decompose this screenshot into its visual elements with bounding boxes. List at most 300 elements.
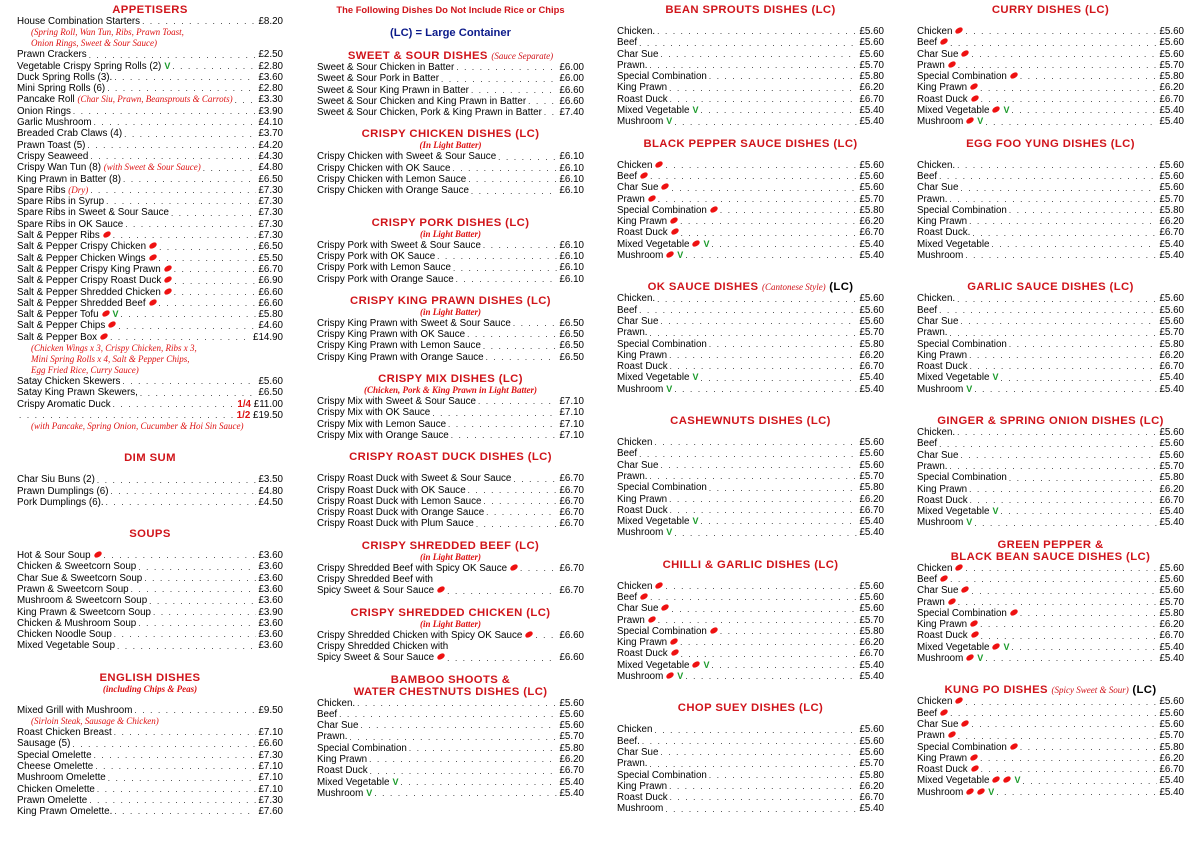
item-name <box>917 585 969 596</box>
item-price: £6.70 <box>859 792 884 804</box>
item-price: £5.40 <box>859 527 884 539</box>
chilli-icon <box>639 171 648 179</box>
item-name-text: Special Combination <box>917 338 1007 350</box>
spacer <box>17 442 283 452</box>
item-name <box>17 230 111 241</box>
menu-item <box>917 239 1184 250</box>
menu-item <box>917 450 1184 461</box>
item-price: £5.70 <box>1159 596 1184 608</box>
leader-dots <box>671 184 857 194</box>
menu-item <box>617 592 884 603</box>
item-name-text: Mixed Vegetable <box>317 776 390 788</box>
item-name-text: Char Sue & Sweetcorn Soup <box>17 572 143 584</box>
item-price: £5.80 <box>859 625 884 637</box>
leader-dots <box>670 362 858 372</box>
item-name-text: King Prawn <box>617 216 668 228</box>
chilli-icon <box>1009 72 1018 80</box>
menu-item <box>317 496 584 507</box>
spacer <box>917 271 1184 281</box>
menu-item <box>617 792 884 803</box>
item-price: £6.60 <box>559 95 584 107</box>
item-name <box>17 399 111 410</box>
item-price: £5.60 <box>859 182 884 194</box>
item-name <box>317 507 484 518</box>
item-name <box>617 182 669 193</box>
leader-dots <box>110 487 256 497</box>
leader-dots <box>996 788 1157 798</box>
item-price: £6.60 <box>559 629 584 641</box>
vegetarian-icon: V <box>692 105 699 116</box>
leader-dots <box>960 451 1157 461</box>
leader-dots <box>650 593 857 603</box>
leader-dots <box>113 400 236 410</box>
item-name <box>917 574 948 585</box>
item-name-text: Mixed Vegetable <box>917 238 990 250</box>
leader-dots <box>400 778 557 788</box>
leader-dots <box>960 317 1157 327</box>
leader-dots <box>106 498 257 508</box>
item-name-text: Chicken Omelette <box>17 783 95 795</box>
item-name-text: Spicy Sweet & Sour Sauce <box>317 585 435 597</box>
leader-dots <box>681 229 858 239</box>
item-name <box>617 316 658 327</box>
item-price: £6.20 <box>859 637 884 649</box>
section-subtitle: (in Light Batter) <box>419 306 481 317</box>
item-price: £6.70 <box>559 495 584 507</box>
item-name <box>17 332 108 343</box>
leader-dots <box>114 73 256 83</box>
item-price: £5.40 <box>859 105 884 117</box>
item-name <box>617 637 678 648</box>
menu-item <box>917 585 1184 596</box>
item-name-text: Prawn. <box>617 59 648 71</box>
item-name-text: King Prawn <box>917 216 968 228</box>
section-heading <box>917 4 1184 16</box>
item-name-text: Salt & Pepper Box <box>17 331 98 343</box>
chilli-icon <box>947 731 956 739</box>
leader-dots <box>448 420 557 430</box>
leader-dots <box>957 428 1157 438</box>
item-name-text: King Prawn <box>917 483 968 495</box>
menu-item <box>917 37 1184 48</box>
leader-dots <box>685 251 857 261</box>
item-price: £6.70 <box>859 648 884 660</box>
menu-item <box>17 207 283 218</box>
menu-item <box>617 327 884 338</box>
section-heading <box>317 217 584 229</box>
item-name <box>317 430 449 441</box>
item-name <box>917 327 948 338</box>
chilli-icon <box>961 49 970 57</box>
leader-dots <box>153 608 257 618</box>
leader-dots <box>674 118 857 128</box>
menu-item <box>317 720 584 731</box>
chilli-icon <box>969 753 978 761</box>
item-price: £6.10 <box>559 239 584 251</box>
menu-item <box>617 316 884 327</box>
menu-item <box>617 803 884 814</box>
menu-item <box>617 460 884 471</box>
item-name-text: Special Combination <box>917 472 1007 484</box>
leader-dots <box>650 472 858 482</box>
leader-dots <box>528 97 557 107</box>
item-name-text: Beef <box>917 438 938 450</box>
item-name-text: Mushroom <box>917 383 964 395</box>
item-name <box>917 708 948 719</box>
item-name-text: Special Combination <box>617 338 707 350</box>
leader-dots <box>370 767 558 777</box>
menu-item <box>617 437 884 448</box>
item-price: £6.00 <box>559 73 584 85</box>
item-name <box>917 361 968 372</box>
spacer <box>317 530 584 540</box>
menu-column-3 <box>617 4 884 815</box>
item-price: £6.70 <box>1159 494 1184 506</box>
item-price: £6.20 <box>1159 349 1184 361</box>
leader-dots <box>174 265 257 275</box>
item-name <box>917 239 989 250</box>
item-name <box>17 196 104 207</box>
item-name <box>317 754 367 765</box>
spacer <box>617 405 884 415</box>
chilli-icon <box>93 551 102 559</box>
chilli-icon <box>966 787 975 795</box>
item-name <box>317 151 496 162</box>
leader-dots <box>149 597 256 607</box>
leader-dots <box>709 340 858 350</box>
item-name <box>17 309 119 320</box>
menu-item <box>17 61 283 72</box>
leader-dots <box>131 585 257 595</box>
leader-dots <box>369 755 557 765</box>
chilli-icon <box>164 276 173 284</box>
item-name <box>17 72 112 83</box>
item-price: £5.40 <box>859 116 884 128</box>
chilli-icon <box>961 719 970 727</box>
chilli-icon <box>647 615 656 623</box>
leader-dots <box>104 551 257 561</box>
item-name-text: Mixed Vegetable <box>917 641 990 653</box>
item-name <box>917 608 1018 619</box>
leader-dots <box>709 771 858 781</box>
menu-item <box>617 660 884 671</box>
leader-dots <box>681 650 858 660</box>
item-name <box>17 320 116 331</box>
menu-item <box>317 352 584 363</box>
item-name <box>317 652 445 663</box>
item-name-text: Mixed Vegetable <box>917 775 990 787</box>
item-name <box>917 227 970 238</box>
menu-item <box>317 318 584 329</box>
item-name <box>617 194 656 205</box>
item-name <box>317 777 398 788</box>
chilli-icon <box>647 194 656 202</box>
item-name <box>17 561 136 572</box>
chilli-icon <box>970 765 979 773</box>
menu-item <box>317 396 584 407</box>
spacer <box>617 427 884 437</box>
item-name-text: Chicken <box>917 26 953 37</box>
item-price: £5.40 <box>1159 238 1184 250</box>
leader-dots <box>203 164 257 174</box>
menu-item <box>17 750 283 761</box>
item-name <box>17 275 172 286</box>
item-name-text: Special Combination <box>617 204 707 216</box>
menu-item <box>17 584 283 595</box>
item-name <box>617 671 683 682</box>
item-name <box>617 494 667 505</box>
leader-dots <box>650 172 857 182</box>
item-name <box>17 61 170 72</box>
section-title: CURRY DISHES (LC) <box>991 4 1110 16</box>
item-name-text: King Prawn <box>917 752 968 764</box>
item-price: £5.60 <box>859 603 884 615</box>
section-heading <box>317 540 584 552</box>
leader-dots <box>456 63 557 73</box>
item-name <box>317 62 454 73</box>
leader-dots <box>339 710 557 720</box>
item-price: £5.40 <box>1159 105 1184 117</box>
item-name-text: Prawn Dumplings (6) <box>17 485 109 497</box>
item-price: £6.50 <box>559 340 584 352</box>
item-price: £6.20 <box>859 82 884 94</box>
leader-dots <box>476 520 558 530</box>
leader-dots <box>650 329 858 339</box>
leader-dots <box>1000 507 1157 517</box>
chilli-icon <box>661 183 670 191</box>
item-name <box>917 696 963 707</box>
menu-item <box>17 738 283 749</box>
menu-item <box>317 151 584 162</box>
item-price: £6.20 <box>859 493 884 505</box>
menu-item <box>17 376 283 387</box>
menu-item <box>617 758 884 769</box>
chilli-icon <box>947 597 956 605</box>
item-name <box>917 630 979 641</box>
item-name <box>917 60 956 71</box>
item-name <box>617 384 672 395</box>
section-note: (Cantonese Style) <box>761 282 826 293</box>
item-name <box>17 573 142 584</box>
spacer <box>17 540 283 550</box>
item-note: (Char Siu, Prawn, Beansprouts & Carrots) <box>77 94 233 105</box>
item-name-text: Chicken Noodle Soup <box>17 629 112 641</box>
section-heading <box>317 128 584 140</box>
item-name <box>17 784 95 795</box>
leader-dots <box>950 329 1158 339</box>
menu-item <box>17 117 283 128</box>
item-name <box>917 49 969 60</box>
item-name-text: Crispy Shredded Beef with <box>317 574 433 586</box>
leader-dots <box>950 575 1157 585</box>
item-name <box>617 736 640 747</box>
chilli-icon <box>939 38 948 46</box>
leader-dots <box>700 374 857 384</box>
spacer <box>617 714 884 724</box>
menu-item <box>17 607 283 618</box>
menu-item <box>617 361 884 372</box>
leader-dots <box>478 397 557 407</box>
menu-item <box>317 485 584 496</box>
item-price: £5.80 <box>559 742 584 754</box>
leader-dots <box>374 789 557 799</box>
leader-dots <box>950 39 1157 49</box>
menu-item <box>317 641 584 652</box>
item-price: £4.30 <box>258 150 283 162</box>
leader-dots <box>483 342 558 352</box>
item-price: £5.60 <box>1159 293 1184 305</box>
item-name <box>617 339 707 350</box>
spacer <box>617 128 884 138</box>
item-price: £5.70 <box>559 731 584 743</box>
item-name-text: Chicken & Sweetcorn Soup <box>17 561 137 573</box>
vegetarian-icon: V <box>392 776 399 787</box>
spacer <box>17 662 283 672</box>
section-title: DIM SUM <box>124 452 176 465</box>
item-description: (Spring Roll, Wan Tun, Ribs, Prawn Toast, <box>31 27 184 38</box>
menu-item <box>317 698 584 709</box>
item-name-text: Spicy Sweet & Sour Sauce <box>317 652 435 664</box>
item-name <box>917 438 937 449</box>
item-name-text: Prawn <box>617 614 645 626</box>
item-name-text: Beef <box>917 707 938 719</box>
item-name <box>917 775 1020 786</box>
item-name <box>17 376 120 387</box>
item-name <box>617 505 668 516</box>
item-name-text: Crispy Mix with OK Sauce <box>317 407 431 419</box>
item-price: £7.10 <box>559 396 584 408</box>
item-name-text: Mixed Vegetable <box>917 506 990 518</box>
menu-item <box>617 471 884 482</box>
item-price: £5.60 <box>859 437 884 449</box>
item-name <box>17 162 201 173</box>
leader-dots <box>360 721 557 731</box>
section-heading <box>317 295 584 307</box>
item-name <box>917 730 956 741</box>
item-name-text: Roast Duck. <box>917 227 971 239</box>
leader-dots <box>471 86 558 96</box>
item-name-text: Char Sue <box>617 48 659 60</box>
item-name-text: Salt & Pepper Crispy Chicken <box>17 241 147 253</box>
item-price: £5.60 <box>1159 438 1184 450</box>
leader-dots <box>520 564 557 574</box>
menu-item <box>617 160 884 171</box>
menu-item <box>17 387 283 398</box>
item-name <box>617 327 648 338</box>
item-name-text: Onion Rings <box>17 105 71 117</box>
chilli-icon <box>525 630 534 638</box>
section-subtitle: (Chicken, Pork & King Prawn in Light Batter) <box>363 385 538 396</box>
item-name-text: Prawn. <box>917 460 948 472</box>
item-price: £6.20 <box>559 753 584 765</box>
chilli-icon <box>436 586 445 594</box>
menu-item <box>617 603 884 614</box>
chilli-icon <box>163 287 172 295</box>
item-name <box>917 563 963 574</box>
section-title: CRISPY CHICKEN DISHES (LC) <box>361 128 540 141</box>
item-price: £6.20 <box>1159 483 1184 495</box>
item-name-text: Salt & Pepper Shredded Chicken <box>17 286 161 298</box>
leader-dots <box>138 619 256 629</box>
section-subtitle: (in Light Batter) <box>419 551 481 562</box>
menu-item <box>617 94 884 105</box>
item-name <box>917 597 956 608</box>
item-price: £5.60 <box>859 293 884 305</box>
item-price: £5.60 <box>1159 449 1184 461</box>
chilli-icon <box>108 321 117 329</box>
item-name <box>17 83 105 94</box>
item-price: £6.70 <box>859 504 884 516</box>
item-name <box>317 731 348 742</box>
vegetarian-icon: V <box>966 517 973 528</box>
item-name-text: Beef <box>317 708 338 720</box>
leader-dots <box>660 461 857 471</box>
item-price: £5.40 <box>859 238 884 250</box>
item-name-text: Roast Duck <box>617 361 668 373</box>
leader-dots <box>19 411 235 421</box>
menu-item <box>17 16 283 27</box>
menu-item <box>617 49 884 60</box>
leader-dots <box>87 141 256 151</box>
menu-item <box>917 316 1184 327</box>
section-title: CRISPY MIX DISHES (LC) <box>378 373 523 386</box>
item-name-text: Mini Spring Rolls (6) <box>17 83 106 95</box>
item-name-text: Char Sue <box>617 315 659 327</box>
menu-item <box>617 216 884 227</box>
menu-item <box>917 49 1184 60</box>
section-heading <box>917 539 1184 551</box>
item-name-text: King Prawn <box>917 82 968 94</box>
item-price: £5.40 <box>859 671 884 683</box>
item-name-text: Mushroom <box>617 250 664 262</box>
menu-item <box>617 182 884 193</box>
vegetarian-icon: V <box>703 659 710 670</box>
chilli-icon <box>661 604 670 612</box>
item-price: £14.90 <box>253 331 283 343</box>
item-name-text: Spare Ribs in Syrup <box>17 196 105 208</box>
item-name <box>617 516 698 527</box>
item-name <box>917 116 983 127</box>
chilli-icon <box>969 83 978 91</box>
leader-dots <box>95 762 256 772</box>
item-price: £6.20 <box>1159 216 1184 228</box>
leader-dots <box>468 486 558 496</box>
menu-item <box>317 473 584 484</box>
leader-dots <box>971 587 1157 597</box>
item-price: £5.80 <box>859 71 884 83</box>
leader-dots <box>639 39 857 49</box>
spacer <box>617 395 884 405</box>
chilli-icon <box>655 160 664 168</box>
item-name-text: Beef <box>617 170 638 182</box>
item-name <box>617 460 658 471</box>
item-price: £5.70 <box>859 614 884 626</box>
item-price: £5.70 <box>859 327 884 339</box>
section-title: CASHEWNUTS DISHES (LC) <box>670 415 831 428</box>
section-title: CRISPY ROAST DUCK DISHES (LC) <box>349 451 552 464</box>
item-name-text: Mushroom & Sweetcorn Soup <box>17 595 148 607</box>
section-heading <box>617 559 884 571</box>
item-name <box>917 94 979 105</box>
item-name-text: Mushroom <box>917 517 964 529</box>
item-name <box>17 772 106 783</box>
item-price: £6.70 <box>559 473 584 485</box>
menu-item <box>17 795 283 806</box>
item-price: £3.90 <box>258 606 283 618</box>
item-price: £6.10 <box>559 273 584 285</box>
item-name <box>17 241 157 252</box>
menu-item <box>617 626 884 637</box>
